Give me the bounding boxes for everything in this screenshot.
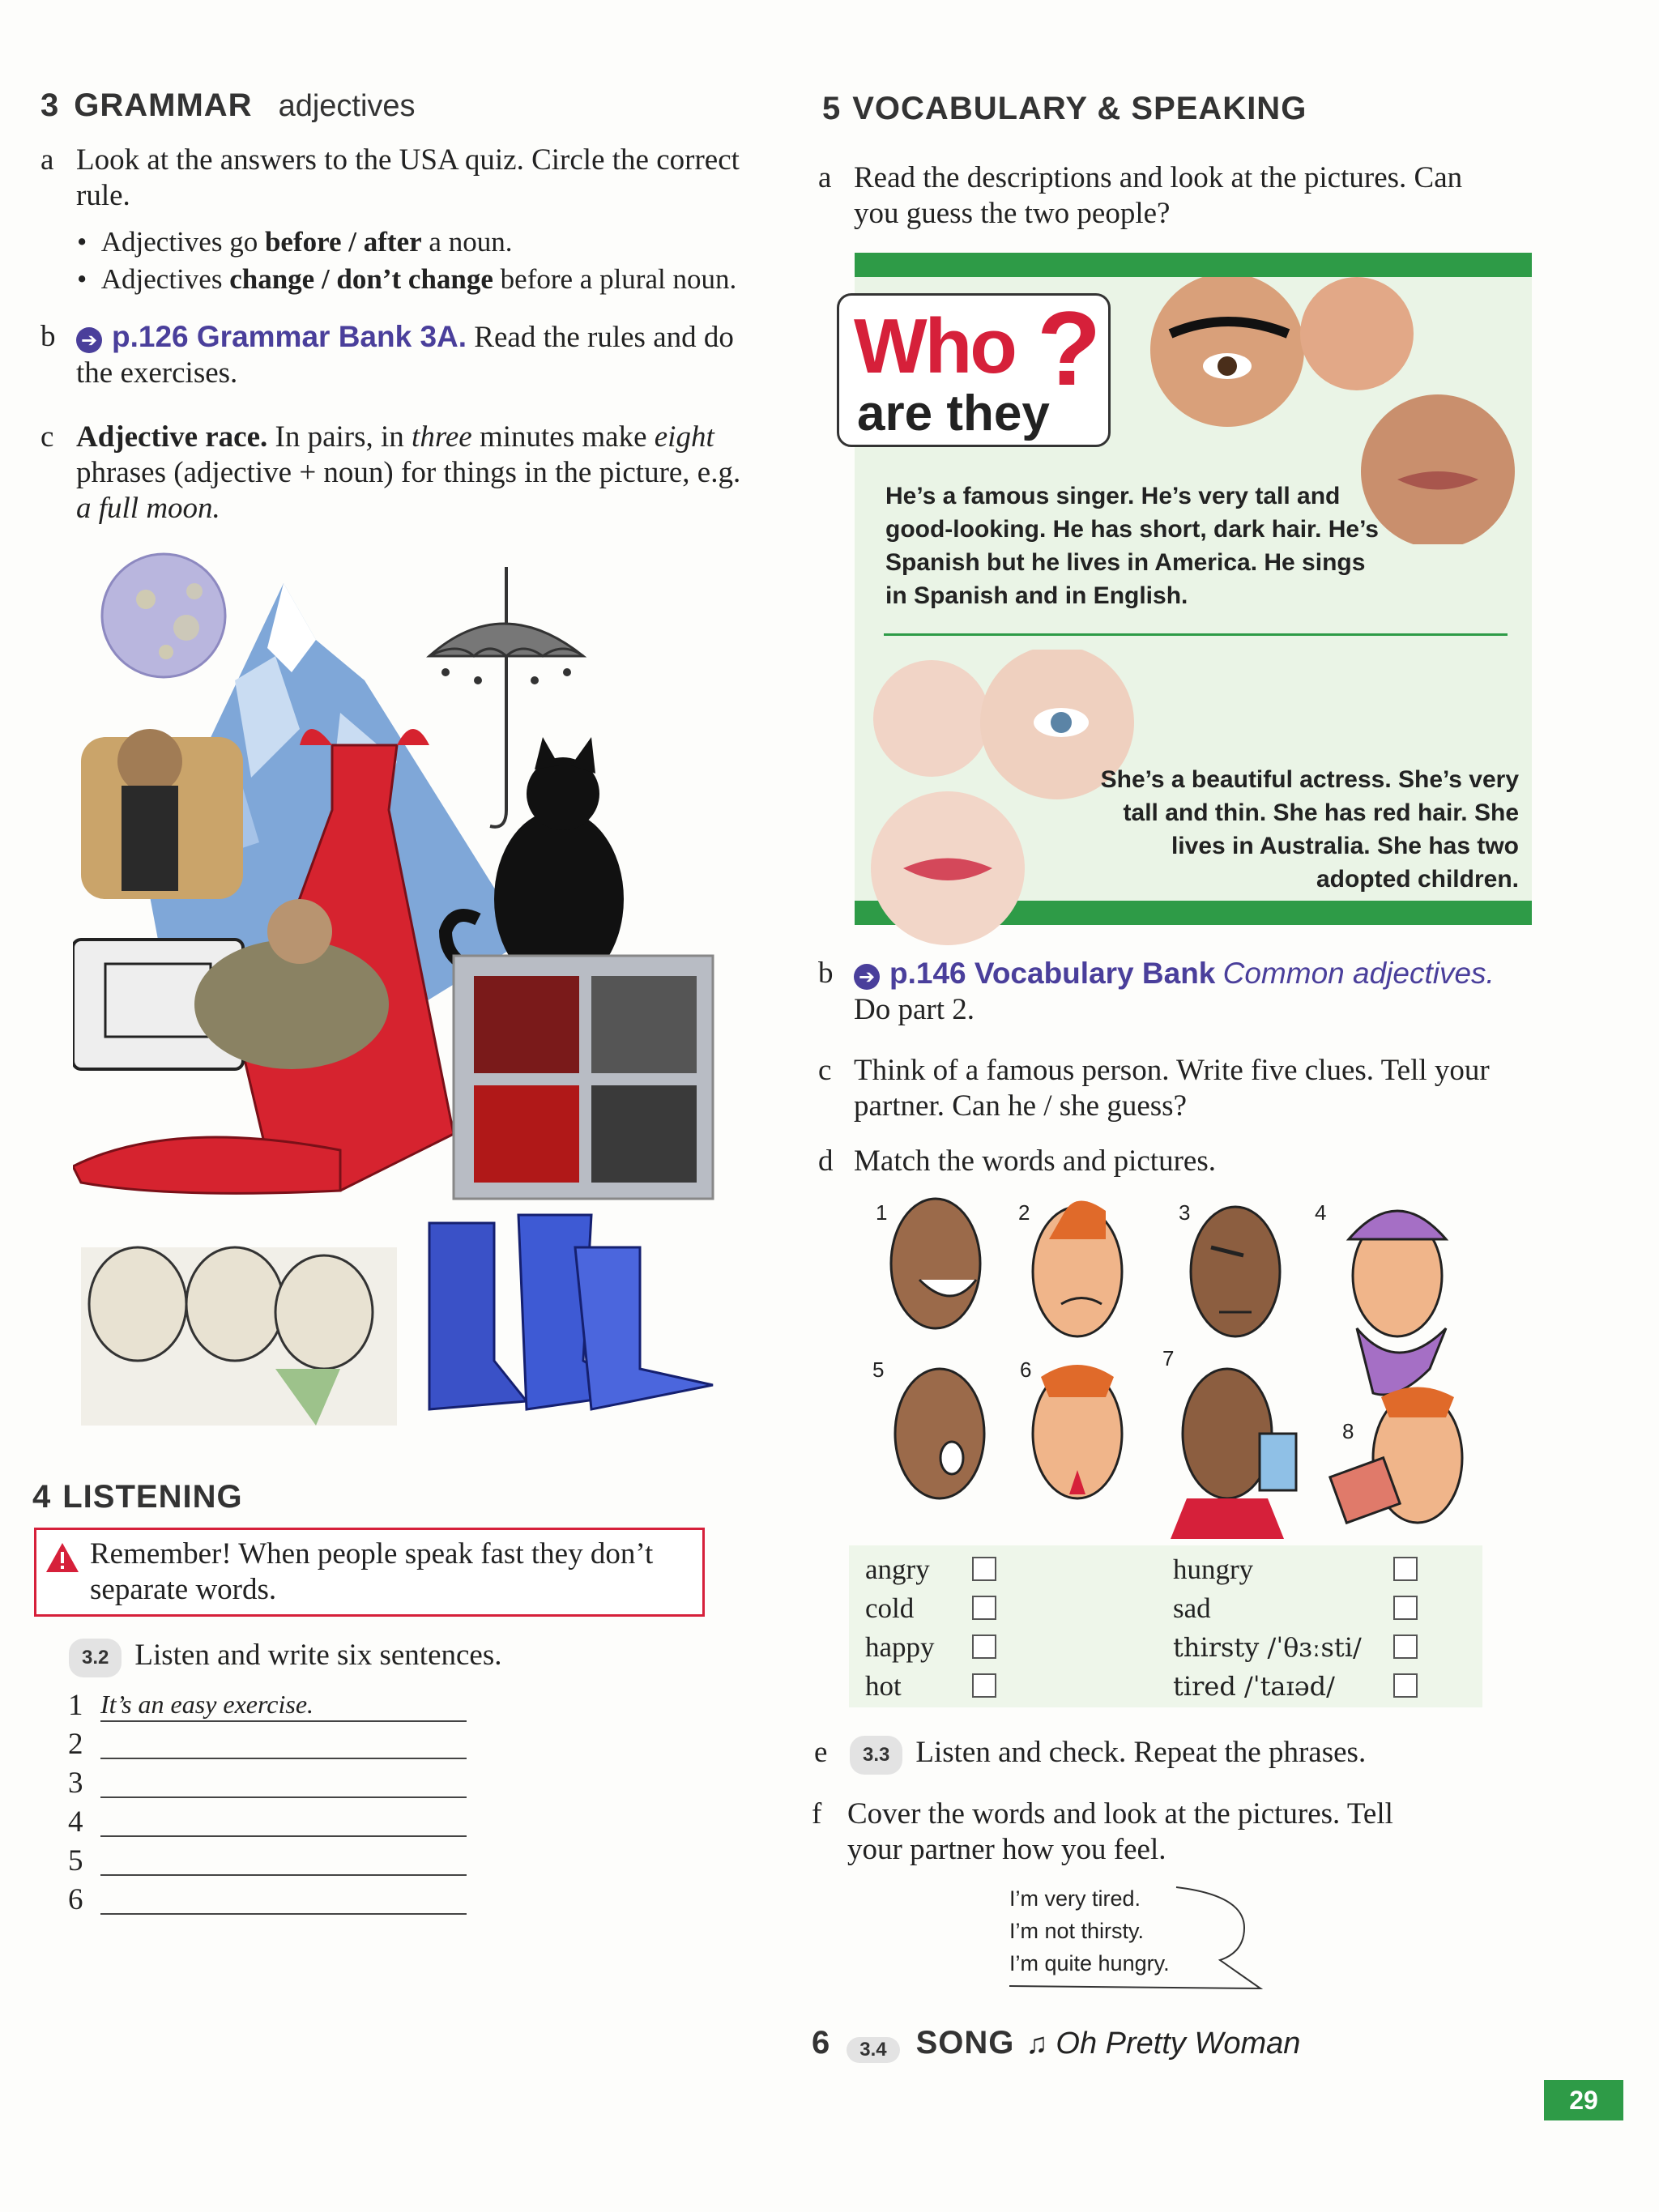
music-note-icon: ♫	[1026, 2027, 1048, 2060]
rule-1: • Adjectives go before / after a noun.	[77, 226, 513, 258]
listening-header: 4 LISTENING	[32, 1479, 243, 1515]
description-1: He’s a famous singer. He’s very tall and good-looking. He has short, dark hair. He’s Spanish but he lives in America. He sings in Spanish and in English.	[885, 483, 1379, 609]
arrow-icon: ➔	[854, 964, 880, 990]
sad-face-icon	[1033, 1201, 1122, 1337]
audio-track-3-3[interactable]: 3.3	[850, 1736, 902, 1775]
grammar-c: c Adjective race. In pairs, in three minutes make eight phrases (adjective + noun) for things in the picture, e.g. a full moon.	[41, 420, 741, 525]
vocab-header: 5 VOCABULARY & SPEAKING	[822, 91, 1307, 126]
cold-face-icon	[1349, 1211, 1446, 1395]
blue-boots-icon	[429, 1215, 713, 1409]
checkbox-angry[interactable]	[972, 1557, 996, 1581]
answer-lines	[68, 1688, 473, 1921]
vocabulary-bank-link[interactable]: p.146 Vocabulary Bank	[889, 957, 1216, 990]
answer-line-1[interactable]: 1 It’s an easy exercise.	[68, 1688, 473, 1727]
grammar-subtitle: adjectives	[278, 89, 416, 123]
page-number: 29	[1544, 2080, 1623, 2120]
vocab-c: c Think of a famous person. Write five clues. Tell your partner. Can he / she guess?	[818, 1054, 1490, 1123]
word-list	[849, 1545, 1482, 1707]
checkbox-tired[interactable]	[1393, 1673, 1418, 1698]
answer-line-6[interactable]: 6	[68, 1882, 473, 1921]
grammar-title: GRAMMAR	[74, 87, 253, 123]
vocab-b: b ➔ p.146 Vocabulary Bank Common adjectives. Do part 2.	[818, 957, 1495, 1026]
old-men-icon	[81, 1247, 397, 1426]
speech-bubble-text: I’m very tired. I’m not thirsty. I’m quite hungry.	[1009, 1886, 1170, 1975]
grammar-a: a Look at the answers to the USA quiz. Circle the correct rule.	[41, 143, 740, 212]
vocab-title: VOCABULARY & SPEAKING	[852, 91, 1307, 126]
checkboxes-left	[972, 1557, 996, 1698]
remember-text: Remember! When people speak fast they don’t separate words.	[90, 1537, 654, 1606]
audio-track-3-4[interactable]: 3.4	[847, 2037, 899, 2063]
rule-1-choice[interactable]: before / after	[264, 226, 422, 258]
checkbox-happy[interactable]	[972, 1634, 996, 1659]
listening-instruction: 3.2 Listen and write six sentences.	[69, 1638, 502, 1677]
checkbox-hot[interactable]	[972, 1673, 996, 1698]
checkbox-thirsty[interactable]	[1393, 1634, 1418, 1659]
audio-track-3-2[interactable]: 3.2	[69, 1639, 122, 1677]
hot-face-icon	[1033, 1365, 1122, 1498]
answer-line-5[interactable]: 5	[68, 1843, 473, 1882]
grammar-a-text: Look at the answers to the USA quiz. Circle the correct rule.	[76, 143, 740, 212]
song-title: SONG	[915, 2025, 1015, 2061]
grammar-b: b ➔ p.126 Grammar Bank 3A. Read the rules and do the exercises.	[41, 320, 734, 390]
speech-bubble	[1001, 1879, 1277, 1993]
vocab-e: e 3.3 Listen and check. Repeat the phrases.	[814, 1735, 1543, 1775]
checkbox-sad[interactable]	[1393, 1596, 1418, 1620]
adjective-illustration	[73, 551, 721, 1434]
word-list-left: angry cold happy hot	[865, 1554, 935, 1702]
collage-svg	[73, 551, 721, 1434]
description-2: She’s a beautiful actress. She’s very tall and thin. She has red hair. She lives in Australia. She has two adopted children.	[1100, 766, 1519, 893]
song-header: 6 3.4 SONG ♫ Oh Pretty Woman	[812, 2025, 1300, 2063]
song-name: Oh Pretty Woman	[1056, 2027, 1301, 2061]
rule-2-choice[interactable]: change / don’t change	[229, 263, 493, 295]
faces-svg	[863, 1191, 1495, 1539]
answer-line-3[interactable]: 3	[68, 1766, 473, 1805]
vocab-f: f Cover the words and look at the pictures. Tell your partner how you feel.	[812, 1797, 1393, 1866]
listening-title: LISTENING	[62, 1479, 243, 1515]
window-icon	[454, 956, 713, 1199]
tired-face-icon	[1330, 1387, 1462, 1524]
remember-box	[34, 1528, 705, 1617]
hungry-face-icon	[895, 1369, 984, 1498]
feelings-pictures: 1 2 3 4 5 6 7 8	[863, 1191, 1495, 1539]
grammar-number: 3	[41, 87, 60, 123]
woman-fur-coat-icon	[81, 729, 243, 899]
arrow-icon: ➔	[76, 327, 102, 353]
checkboxes-right	[1393, 1557, 1418, 1698]
happy-face-icon	[891, 1199, 980, 1328]
who-are-they-title: Who ? are they	[837, 293, 1111, 447]
checkbox-hungry[interactable]	[1393, 1557, 1418, 1581]
word-list-right: hungry sad thirsty /ˈθɜːsti/ tired /ˈtaɪəd/	[1173, 1554, 1362, 1702]
vocab-d: d Match the words and pictures.	[818, 1144, 1216, 1178]
warning-icon	[45, 1541, 80, 1574]
answer-line-2[interactable]: 2	[68, 1727, 473, 1766]
grammar-rules	[77, 224, 774, 298]
answer-line-4[interactable]: 4	[68, 1805, 473, 1843]
thirsty-face-icon	[1171, 1369, 1296, 1539]
rule-2: • Adjectives change / don’t change before a plural noun.	[77, 263, 737, 295]
panel-divider	[884, 633, 1508, 636]
who-are-they-panel	[855, 253, 1532, 925]
angry-face-icon	[1191, 1207, 1280, 1336]
moon-icon	[102, 554, 225, 677]
vocab-a: a Read the descriptions and look at the pictures. Can you guess the two people?	[818, 161, 1463, 230]
checkbox-cold[interactable]	[972, 1596, 996, 1620]
grammar-header	[41, 87, 416, 124]
grammar-bank-link[interactable]: p.126 Grammar Bank 3A.	[112, 320, 467, 353]
